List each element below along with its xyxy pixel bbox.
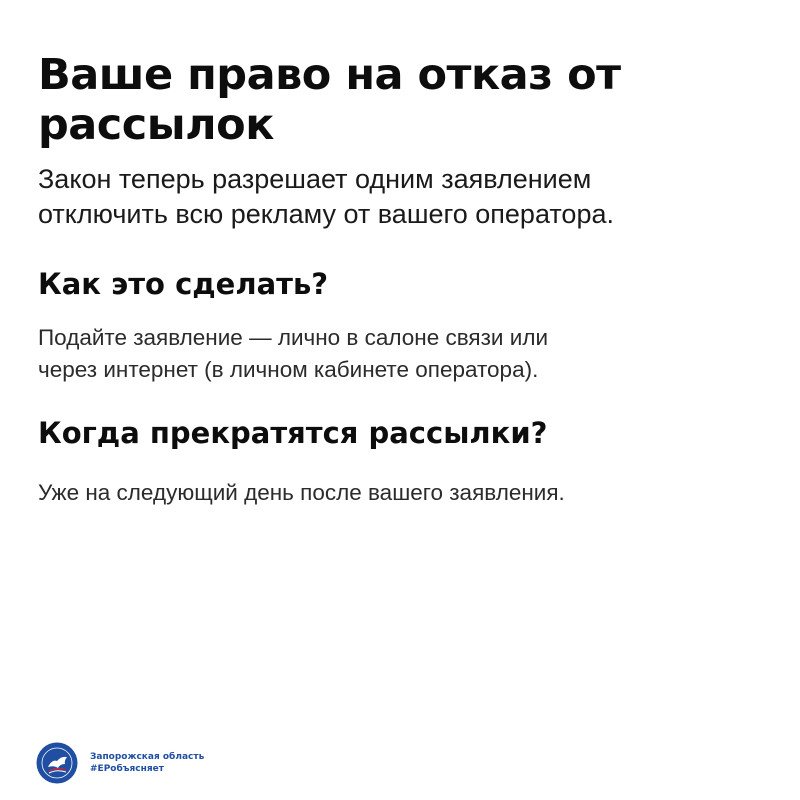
title-line-1: Ваше право на отказ от	[38, 50, 621, 100]
party-logo-icon	[36, 742, 78, 784]
footer-hashtag: #ЕРобъясняет	[90, 764, 164, 774]
title-line-2: рассылок	[38, 100, 274, 150]
footer-text	[90, 751, 204, 775]
section-when-line-1: Уже на следующий день после вашего заявления.	[38, 480, 565, 505]
footer	[36, 740, 204, 786]
page-title	[38, 50, 758, 150]
lead-line-2: отключить всю рекламу от вашего оператора.	[38, 199, 614, 229]
section-how-line-1: Подайте заявление — лично в салоне связи или	[38, 325, 549, 350]
section-heading-when: Когда прекратятся рассылки?	[38, 416, 548, 450]
section-text-how	[38, 322, 778, 386]
section-how-line-2: через интернет (в личном кабинете оператора).	[38, 357, 539, 382]
footer-region: Запорожская область	[90, 752, 205, 762]
lead-paragraph	[38, 162, 778, 232]
lead-line-1: Закон теперь разрешает одним заявлением	[38, 164, 592, 194]
section-heading-how: Как это сделать?	[38, 267, 329, 301]
section-text-when	[38, 477, 778, 509]
